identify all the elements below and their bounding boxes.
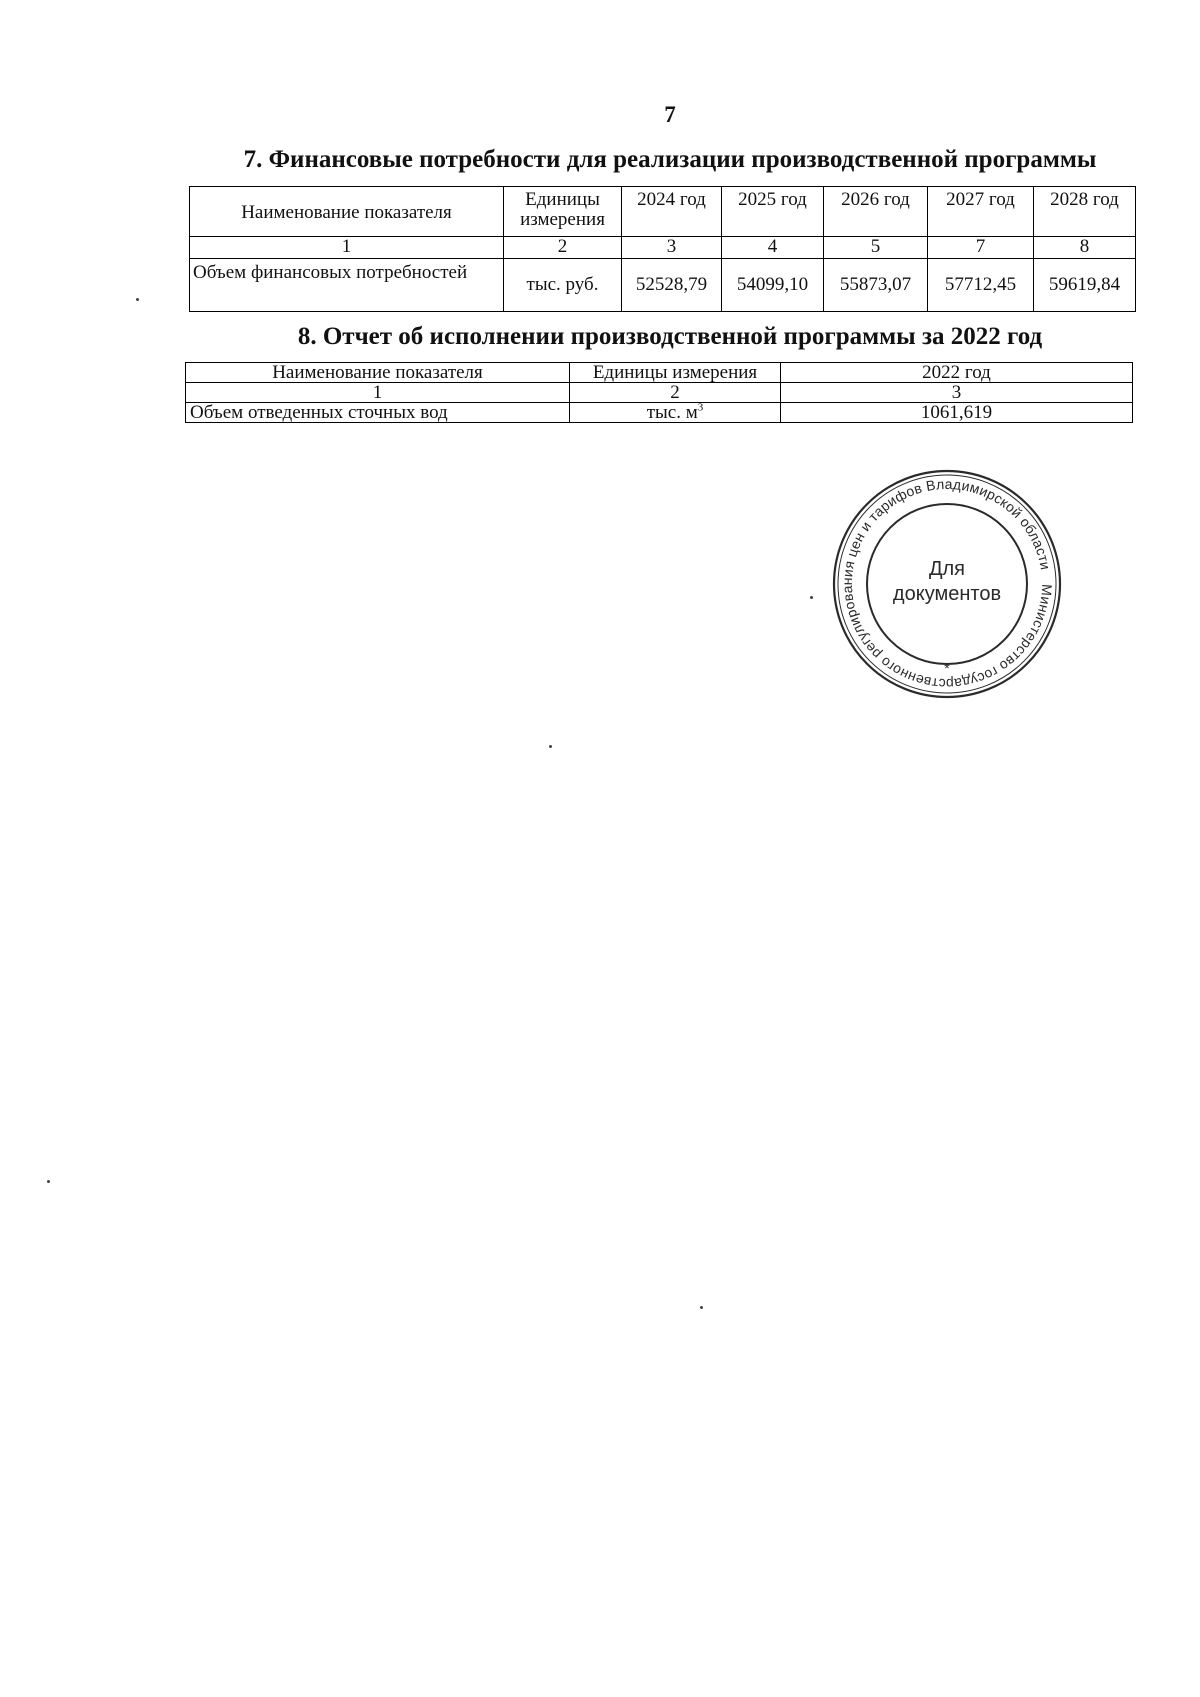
header-unit: Единицы измерения	[570, 363, 781, 383]
column-number-row	[190, 237, 1136, 259]
value-2025: 54099,10	[722, 259, 824, 312]
stamp-ring-text: Министерство государственного регулирования цен и тарифов Владимирской области	[838, 475, 1056, 693]
header-year-2024: 2024 год	[622, 187, 722, 237]
indicator-name: Объем финансовых потребностей	[190, 259, 504, 312]
header-indicator-name: Наименование показателя	[190, 187, 504, 237]
header-unit: Единицы измерения	[504, 187, 622, 237]
column-number: 5	[824, 237, 928, 259]
unit-value: тыс. руб.	[504, 259, 622, 312]
scan-speck	[700, 1306, 703, 1309]
value-2022: 1061,619	[781, 403, 1133, 423]
column-number: 1	[190, 237, 504, 259]
section-8-title: 8. Отчет об исполнении производственной программы за 2022 год	[297, 323, 1043, 350]
header-year-2026: 2026 год	[824, 187, 928, 237]
column-number-row	[186, 383, 1133, 403]
stamp-center-line1: Для	[928, 558, 966, 580]
table-row	[190, 259, 1136, 312]
value-2024: 52528,79	[622, 259, 722, 312]
program-report-table	[185, 362, 1133, 423]
column-number: 3	[622, 237, 722, 259]
table-header-row	[186, 363, 1133, 383]
scan-speck	[549, 745, 552, 748]
column-number: 2	[570, 383, 781, 403]
column-number: 1	[186, 383, 570, 403]
column-number: 8	[1034, 237, 1136, 259]
column-number: 2	[504, 237, 622, 259]
header-indicator-name: Наименование показателя	[186, 363, 570, 383]
official-stamp	[830, 467, 1064, 701]
column-number: 4	[722, 237, 824, 259]
value-2026: 55873,07	[824, 259, 928, 312]
unit-value	[570, 403, 781, 423]
stamp-seal-icon	[830, 467, 1064, 701]
unit-text: тыс. м	[646, 402, 698, 423]
header-year-2027: 2027 год	[928, 187, 1034, 237]
section-7-title: 7. Финансовые потребности для реализации производственной программы	[243, 146, 1097, 173]
indicator-name: Объем отведенных сточных вод	[186, 403, 570, 423]
scan-speck	[136, 298, 139, 301]
financial-needs-table	[189, 186, 1136, 312]
value-2027: 57712,45	[928, 259, 1034, 312]
table-header-row	[190, 187, 1136, 237]
unit-superscript: 3	[697, 401, 704, 414]
header-year-2025: 2025 год	[722, 187, 824, 237]
scan-speck	[810, 596, 813, 599]
stamp-center-line2: документов	[892, 583, 1002, 605]
header-year-2022: 2022 год	[781, 363, 1133, 383]
value-2028: 59619,84	[1034, 259, 1136, 312]
scan-speck	[47, 1180, 50, 1183]
column-number: 7	[928, 237, 1034, 259]
column-number: 3	[781, 383, 1133, 403]
page-number: 7	[664, 102, 676, 127]
header-year-2028: 2028 год	[1034, 187, 1136, 237]
table-row	[186, 403, 1133, 423]
stamp-star: *	[944, 660, 950, 676]
